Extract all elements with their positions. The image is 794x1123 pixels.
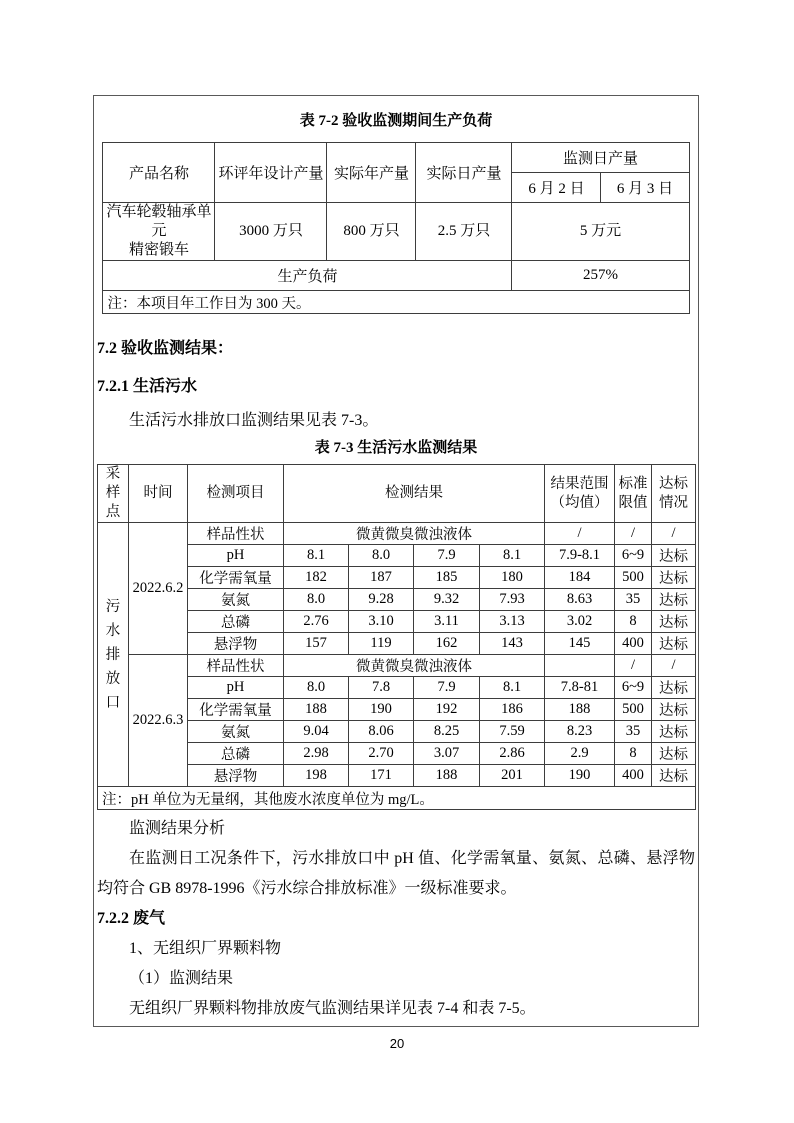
range-cell: 7.8-81 (545, 677, 615, 699)
result-cell: 188 (284, 699, 349, 721)
result-cell: 2.70 (349, 743, 414, 765)
product-name-line1: 汽车轮毂轴承单元 (106, 204, 212, 239)
item-cell: 氨氮 (188, 589, 284, 611)
load-label-cell: 生产负荷 (103, 261, 512, 291)
header-cell-status: 达标情况 (652, 465, 696, 523)
paragraph-gas-intro: 无组织厂界颗料物排放废气监测结果详见表 7-4 和表 7-5。 (129, 1000, 536, 1017)
section-7-2-1-heading: 7.2.1 生活污水 (97, 378, 198, 395)
result-cell: 3.10 (349, 611, 414, 633)
value-cell: 2.5 万只 (416, 203, 512, 261)
result-cell: 192 (414, 699, 480, 721)
date-cell: 2022.6.3 (129, 655, 188, 787)
analysis-line-2: 均符合 GB 8978-1996《污水综合排放标准》一级标准要求。 (97, 880, 517, 897)
item-cell: 悬浮物 (188, 633, 284, 655)
section-7-2-heading: 7.2 验收监测结果： (97, 340, 234, 357)
limit-cell: 35 (615, 589, 652, 611)
result-cell: 7.8 (349, 677, 414, 699)
header-cell-monitor-day-output: 监测日产量 (512, 143, 689, 173)
table-7-3 (97, 464, 696, 810)
table-row (98, 655, 696, 677)
table-row (98, 677, 696, 699)
content-frame (93, 95, 699, 1027)
result-cell: 3.11 (414, 611, 480, 633)
result-cell: 143 (480, 633, 545, 655)
limit-cell: 500 (615, 567, 652, 589)
item-cell: 总磷 (188, 611, 284, 633)
result-cell: 7.59 (480, 721, 545, 743)
table-7-3-title: 表 7-3 生活污水监测结果 (314, 440, 478, 456)
limit-cell: 8 (615, 611, 652, 633)
status-cell: / (652, 655, 696, 677)
item-cell: 样品性状 (188, 655, 284, 677)
result-cell: 186 (480, 699, 545, 721)
item-cell: pH (188, 545, 284, 567)
load-value-cell: 257% (512, 261, 689, 291)
result-cell: 8.1 (480, 677, 545, 699)
result-cell: 188 (414, 765, 480, 787)
result-cell: 162 (414, 633, 480, 655)
table-row (98, 743, 696, 765)
value-cell: 3000 万只 (215, 203, 327, 261)
limit-cell: 6~9 (615, 545, 652, 567)
status-cell: 达标 (652, 743, 696, 765)
table-row (98, 611, 696, 633)
result-cell: 187 (349, 567, 414, 589)
result-cell: 3.13 (480, 611, 545, 633)
range-cell: / (545, 523, 615, 545)
item-cell: 化学需氧量 (188, 567, 284, 589)
result-cell: 171 (349, 765, 414, 787)
section-7-2-2-heading: 7.2.2 废气 (97, 910, 166, 927)
range-cell: 188 (545, 699, 615, 721)
result-cell: 8.1 (284, 545, 349, 567)
header-cell-range: 结果范围（均值） (545, 465, 615, 523)
result-cell: 7.9 (414, 677, 480, 699)
header-cell-date-1: 6 月 2 日 (512, 173, 601, 203)
result-cell: 9.04 (284, 721, 349, 743)
limit-cell: 500 (615, 699, 652, 721)
table-note-cell: 注：pH 单位为无量纲，其他废水浓度单位为 mg/L。 (98, 787, 696, 810)
result-cell: 8.1 (480, 545, 545, 567)
limit-cell: 35 (615, 721, 652, 743)
sample-point-cell: 污水排放口 (98, 523, 129, 787)
item-cell: 化学需氧量 (188, 699, 284, 721)
header-cell-design-output: 环评年设计产量 (215, 143, 327, 203)
range-cell (545, 655, 615, 677)
table-row (103, 143, 689, 173)
result-cell: 8.0 (284, 589, 349, 611)
header-cell-sample-point: 采样点 (98, 465, 129, 523)
result-cell: 182 (284, 567, 349, 589)
header-cell-time: 时间 (129, 465, 188, 523)
header-cell-date-2: 6 月 3 日 (601, 173, 689, 203)
status-cell: 达标 (652, 633, 696, 655)
limit-cell: / (615, 523, 652, 545)
header-cell-actual-year-output: 实际年产量 (327, 143, 416, 203)
merged-result-cell: 微黄微臭微浊液体 (284, 655, 545, 677)
analysis-title: 监测结果分析 (129, 820, 226, 837)
status-cell: 达标 (652, 721, 696, 743)
result-cell: 190 (349, 699, 414, 721)
table-7-2 (102, 142, 689, 314)
header-cell-item: 检测项目 (188, 465, 284, 523)
value-cell: 800 万只 (327, 203, 416, 261)
range-cell: 3.02 (545, 611, 615, 633)
status-cell: 达标 (652, 567, 696, 589)
range-cell: 8.23 (545, 721, 615, 743)
result-cell: 119 (349, 633, 414, 655)
range-cell: 8.63 (545, 589, 615, 611)
limit-cell: 8 (615, 743, 652, 765)
table-row (98, 465, 696, 523)
table-row (103, 203, 689, 261)
item-cell: pH (188, 677, 284, 699)
result-cell: 7.93 (480, 589, 545, 611)
result-cell: 2.76 (284, 611, 349, 633)
result-cell: 3.07 (414, 743, 480, 765)
result-cell: 157 (284, 633, 349, 655)
status-cell: 达标 (652, 677, 696, 699)
result-cell: 7.9 (414, 545, 480, 567)
table-row (98, 567, 696, 589)
table-row (98, 523, 696, 545)
result-cell: 8.06 (349, 721, 414, 743)
range-cell: 184 (545, 567, 615, 589)
table-row (98, 721, 696, 743)
header-cell-results: 检测结果 (284, 465, 545, 523)
range-cell: 190 (545, 765, 615, 787)
header-cell-actual-day-output: 实际日产量 (416, 143, 512, 203)
list-item-1: 1、无组织厂界颗料物 (129, 940, 282, 957)
limit-cell: 400 (615, 765, 652, 787)
item-cell: 总磷 (188, 743, 284, 765)
status-cell: 达标 (652, 589, 696, 611)
value-cell: 5 万元 (512, 203, 689, 261)
result-cell: 8.0 (349, 545, 414, 567)
result-cell: 9.28 (349, 589, 414, 611)
limit-cell: 400 (615, 633, 652, 655)
status-cell: 达标 (652, 545, 696, 567)
status-cell: 达标 (652, 765, 696, 787)
table-row (98, 545, 696, 567)
range-cell: 145 (545, 633, 615, 655)
item-cell: 样品性状 (188, 523, 284, 545)
product-name-cell (103, 203, 215, 261)
list-item-1-sub: （1）监测结果 (129, 970, 234, 987)
table-row (98, 633, 696, 655)
status-cell: / (652, 523, 696, 545)
result-cell: 9.32 (414, 589, 480, 611)
result-cell: 2.86 (480, 743, 545, 765)
table-row (98, 787, 696, 810)
range-cell: 2.9 (545, 743, 615, 765)
item-cell: 氨氮 (188, 721, 284, 743)
result-cell: 201 (480, 765, 545, 787)
result-cell: 198 (284, 765, 349, 787)
table-note-cell: 注：本项目年工作日为 300 天。 (103, 291, 689, 314)
product-name-line2: 精密锻车 (128, 242, 189, 258)
table-7-2-title: 表 7-2 验收监测期间生产负荷 (299, 113, 493, 129)
status-cell: 达标 (652, 611, 696, 633)
merged-result-cell: 微黄微臭微浊液体 (284, 523, 545, 545)
range-cell: 7.9-8.1 (545, 545, 615, 567)
limit-cell: 6~9 (615, 677, 652, 699)
status-cell: 达标 (652, 699, 696, 721)
table-row (98, 589, 696, 611)
table-row (103, 261, 689, 291)
table-row (103, 291, 689, 314)
result-cell: 8.25 (414, 721, 480, 743)
paragraph-sewage-intro: 生活污水排放口监测结果见表 7-3。 (129, 412, 379, 429)
limit-cell: / (615, 655, 652, 677)
analysis-line-1: 在监测日工况条件下，污水排放口中 pH 值、化学需氧量、氨氮、总磷、悬浮物 (129, 850, 695, 867)
table-row (98, 765, 696, 787)
result-cell: 180 (480, 567, 545, 589)
header-cell-limit: 标准限值 (615, 465, 652, 523)
table-row (98, 699, 696, 721)
result-cell: 2.98 (284, 743, 349, 765)
result-cell: 185 (414, 567, 480, 589)
item-cell: 悬浮物 (188, 765, 284, 787)
result-cell: 8.0 (284, 677, 349, 699)
page-number: 20 (389, 1036, 405, 1051)
date-cell: 2022.6.2 (129, 523, 188, 655)
header-cell-product: 产品名称 (103, 143, 215, 203)
